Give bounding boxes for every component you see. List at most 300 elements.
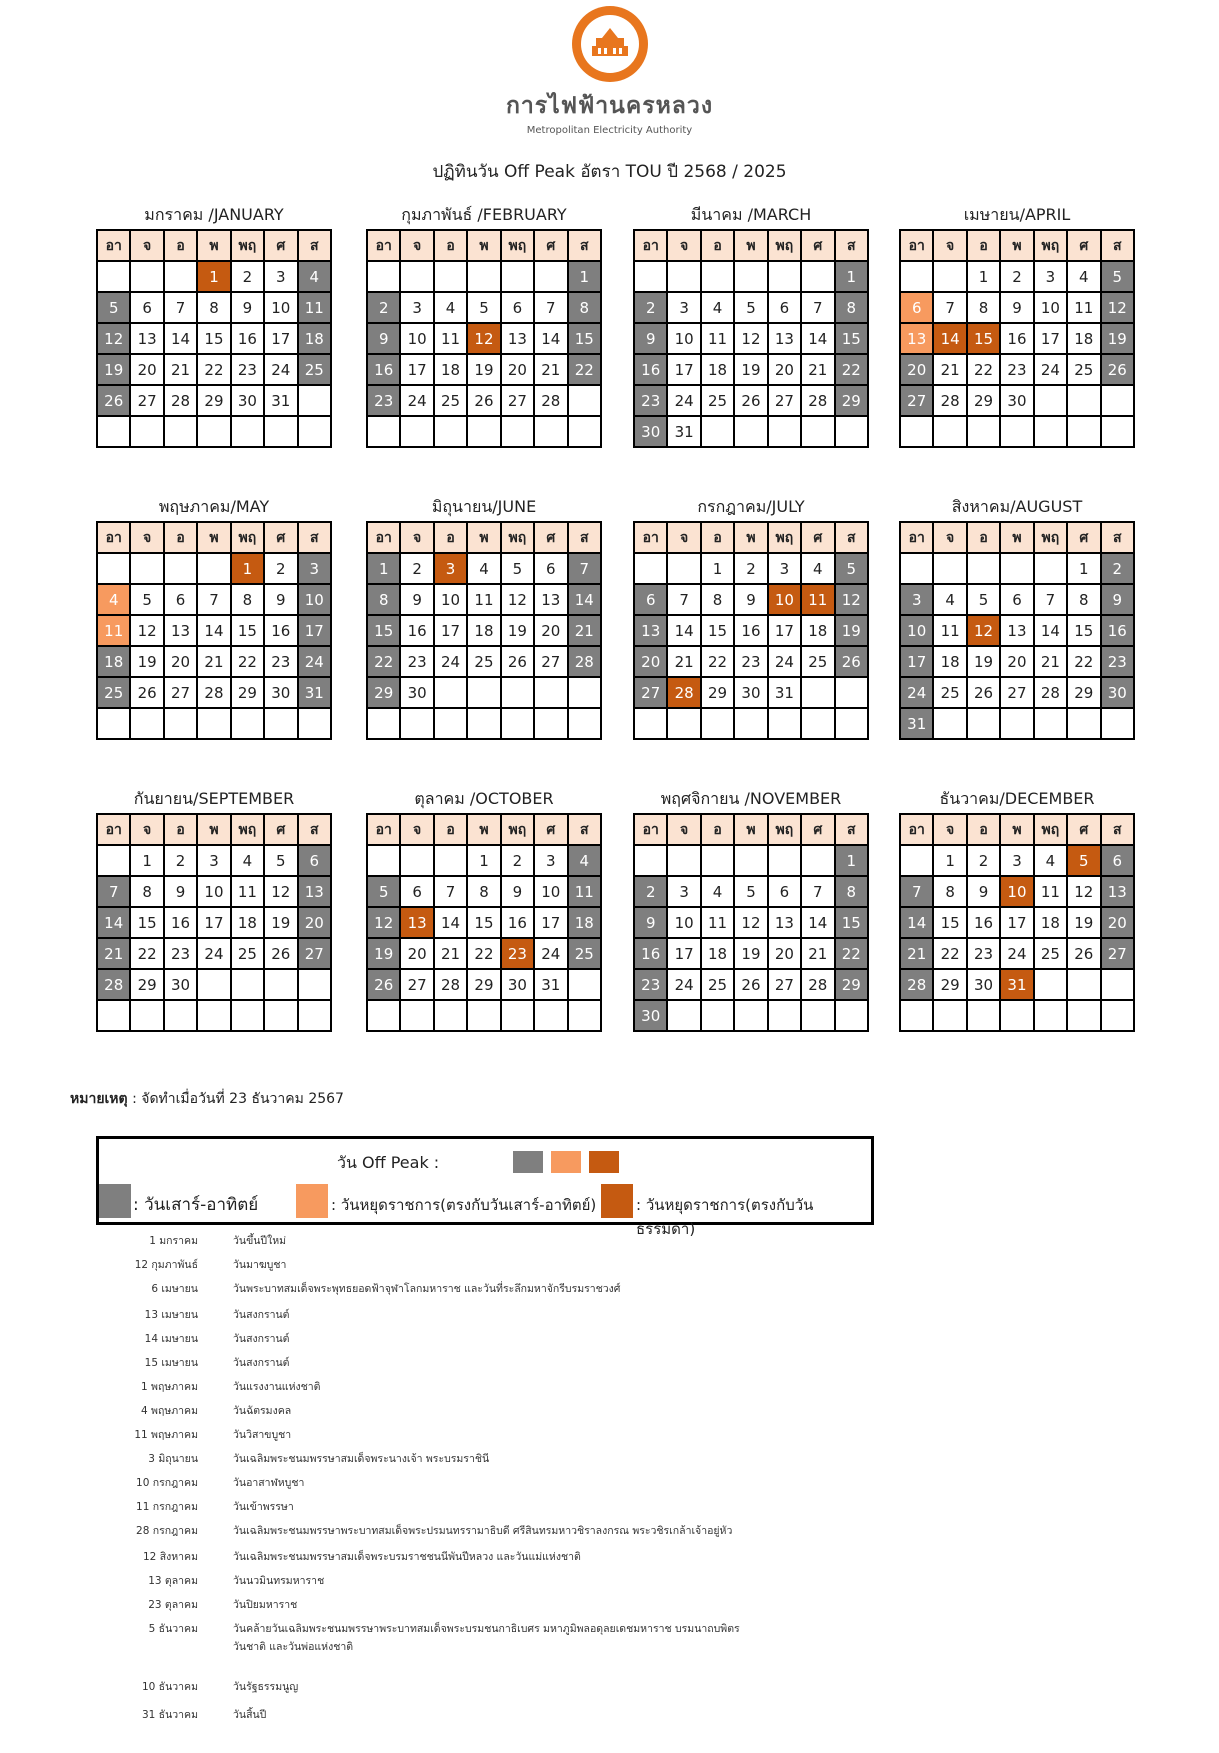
day-cell: 9 <box>1101 584 1134 615</box>
day-cell: 26 <box>1067 938 1100 969</box>
day-cell: 5 <box>467 292 500 323</box>
empty-cell <box>1000 553 1033 584</box>
empty-cell <box>701 1000 734 1031</box>
day-cell: 24 <box>667 385 700 416</box>
day-cell: 31 <box>768 677 801 708</box>
empty-cell <box>768 261 801 292</box>
day-cell: 10 <box>768 584 801 615</box>
empty-cell <box>734 708 767 739</box>
holiday-name: วันอาสาฬหบูชา <box>233 1477 305 1489</box>
weekday-header: พฤ <box>1034 522 1067 553</box>
day-cell: 16 <box>367 354 400 385</box>
day-cell: 2 <box>1101 553 1134 584</box>
weekday-header: อ <box>434 814 467 845</box>
month-title: มิถุนายน/JUNE <box>431 497 537 516</box>
day-cell: 21 <box>534 354 567 385</box>
day-cell: 25 <box>467 646 500 677</box>
day-cell: 22 <box>367 646 400 677</box>
day-cell: 8 <box>933 876 966 907</box>
day-cell: 4 <box>933 584 966 615</box>
day-cell: 31 <box>1000 969 1033 1000</box>
holiday-date: 5 ธันวาคม <box>148 1623 198 1635</box>
day-cell: 6 <box>130 292 163 323</box>
holiday-name: วันเฉลิมพระชนมพรรษาสมเด็จพระบรมราชชนนีพันปีหลวง และวันแม่แห่งชาติ <box>233 1551 581 1563</box>
day-cell: 26 <box>367 969 400 1000</box>
holiday-date: 23 ตุลาคม <box>148 1599 198 1611</box>
month-calendar <box>96 496 332 740</box>
empty-cell <box>701 708 734 739</box>
day-cell: 23 <box>634 969 667 1000</box>
empty-cell <box>467 1000 500 1031</box>
weekday-header: พ <box>734 230 767 261</box>
day-cell: 22 <box>1067 646 1100 677</box>
weekday-header: จ <box>933 522 966 553</box>
weekday-header: ศ <box>264 230 297 261</box>
day-cell: 22 <box>467 938 500 969</box>
empty-cell <box>534 708 567 739</box>
day-cell: 10 <box>1000 876 1033 907</box>
weekday-header: จ <box>130 230 163 261</box>
day-cell: 23 <box>231 354 264 385</box>
weekday-header: จ <box>667 814 700 845</box>
month-calendar <box>899 204 1135 448</box>
day-cell: 12 <box>734 323 767 354</box>
empty-cell <box>801 261 834 292</box>
weekday-header: ส <box>298 814 331 845</box>
empty-cell <box>367 261 400 292</box>
empty-cell <box>734 416 767 447</box>
weekday-header: อ <box>164 230 197 261</box>
day-cell: 12 <box>97 323 130 354</box>
day-cell: 1 <box>835 261 868 292</box>
empty-cell <box>768 416 801 447</box>
month-title: พฤษภาคม/MAY <box>158 497 270 516</box>
day-cell: 4 <box>701 292 734 323</box>
day-cell: 23 <box>164 938 197 969</box>
day-cell: 28 <box>197 677 230 708</box>
empty-cell <box>298 1000 331 1031</box>
day-cell: 31 <box>264 385 297 416</box>
day-cell: 5 <box>97 292 130 323</box>
weekday-header: พฤ <box>501 814 534 845</box>
day-cell: 9 <box>501 876 534 907</box>
note-label: หมายเหตุ <box>70 1091 128 1107</box>
day-cell: 3 <box>264 261 297 292</box>
day-cell: 19 <box>501 615 534 646</box>
day-cell: 25 <box>231 938 264 969</box>
day-cell: 13 <box>768 323 801 354</box>
empty-cell <box>967 708 1000 739</box>
month-calendar <box>96 204 332 448</box>
day-cell: 28 <box>534 385 567 416</box>
empty-cell <box>400 1000 433 1031</box>
day-cell: 26 <box>734 385 767 416</box>
weekday-header: ศ <box>1067 814 1100 845</box>
day-cell: 20 <box>130 354 163 385</box>
empty-cell <box>534 677 567 708</box>
day-cell: 7 <box>900 876 933 907</box>
day-cell: 22 <box>835 354 868 385</box>
holiday-name: วันเฉลิมพระชนมพรรษาพระบาทสมเด็จพระปรมนทรรามาธิบดี ศรีสินทรมหาวชิราลงกรณ พระวชิรเกล้าเจ้าอยู่หัว <box>233 1525 733 1537</box>
day-cell: 15 <box>231 615 264 646</box>
day-cell: 1 <box>197 261 230 292</box>
day-cell: 22 <box>933 938 966 969</box>
day-cell: 29 <box>130 969 163 1000</box>
month-table <box>633 521 869 740</box>
weekday-header: ส <box>1101 522 1134 553</box>
month-title: ตุลาคม /OCTOBER <box>414 789 554 808</box>
day-cell: 15 <box>1067 615 1100 646</box>
day-cell: 26 <box>501 646 534 677</box>
empty-cell <box>900 845 933 876</box>
weekday-header: ส <box>835 814 868 845</box>
day-cell: 23 <box>264 646 297 677</box>
note-text: : จัดทำเมื่อวันที่ 23 ธันวาคม 2567 <box>127 1091 344 1107</box>
day-cell: 12 <box>734 907 767 938</box>
empty-cell <box>734 1000 767 1031</box>
legend-label-holiday-weekend: : วันหยุดราชการ(ตรงกับวันเสาร์-อาทิตย์) <box>331 1196 597 1214</box>
legend-key-holiday-weekday <box>601 1184 633 1218</box>
day-cell: 4 <box>97 584 130 615</box>
day-cell: 27 <box>501 385 534 416</box>
day-cell: 3 <box>434 553 467 584</box>
empty-cell <box>1101 969 1134 1000</box>
building-icon <box>590 28 630 58</box>
day-cell: 4 <box>701 876 734 907</box>
holiday-name: วันพระบาทสมเด็จพระพุทธยอดฟ้าจุฬาโลกมหาราช และวันที่ระลึกมหาจักรีบรมราชวงศ์ <box>233 1283 621 1295</box>
day-cell: 24 <box>264 354 297 385</box>
day-cell: 17 <box>434 615 467 646</box>
day-cell: 28 <box>801 969 834 1000</box>
day-cell: 7 <box>801 876 834 907</box>
weekday-header: ศ <box>534 230 567 261</box>
weekday-header: อา <box>367 230 400 261</box>
empty-cell <box>967 553 1000 584</box>
day-cell: 10 <box>434 584 467 615</box>
weekday-header: อ <box>967 230 1000 261</box>
holiday-name: วันเข้าพรรษา <box>233 1501 294 1513</box>
day-cell: 1 <box>367 553 400 584</box>
day-cell: 26 <box>97 385 130 416</box>
day-cell: 16 <box>1000 323 1033 354</box>
empty-cell <box>467 677 500 708</box>
day-cell: 28 <box>164 385 197 416</box>
day-cell: 16 <box>967 907 1000 938</box>
empty-cell <box>1000 416 1033 447</box>
day-cell: 10 <box>667 907 700 938</box>
weekday-header: ศ <box>264 522 297 553</box>
month-table <box>633 813 869 1032</box>
day-cell: 27 <box>164 677 197 708</box>
day-cell: 16 <box>164 907 197 938</box>
day-cell: 22 <box>197 354 230 385</box>
day-cell: 26 <box>734 969 767 1000</box>
empty-cell <box>501 261 534 292</box>
empty-cell <box>231 708 264 739</box>
empty-cell <box>434 416 467 447</box>
day-cell: 17 <box>900 646 933 677</box>
day-cell: 25 <box>933 677 966 708</box>
empty-cell <box>900 1000 933 1031</box>
empty-cell <box>434 1000 467 1031</box>
weekday-header: พฤ <box>501 230 534 261</box>
empty-cell <box>1101 708 1134 739</box>
day-cell: 10 <box>667 323 700 354</box>
day-cell: 5 <box>734 292 767 323</box>
day-cell: 29 <box>231 677 264 708</box>
empty-cell <box>1067 1000 1100 1031</box>
holiday-date: 12 กุมภาพันธ์ <box>134 1259 198 1271</box>
day-cell: 21 <box>434 938 467 969</box>
empty-cell <box>634 261 667 292</box>
month-title: มีนาคม /MARCH <box>690 205 812 224</box>
day-cell: 17 <box>1034 323 1067 354</box>
weekday-header: อา <box>900 230 933 261</box>
day-cell: 19 <box>367 938 400 969</box>
empty-cell <box>1067 708 1100 739</box>
empty-cell <box>801 845 834 876</box>
day-cell: 29 <box>835 385 868 416</box>
day-cell: 24 <box>768 646 801 677</box>
month-title: กันยายน/SEPTEMBER <box>133 789 295 808</box>
holiday-date: 10 กรกฎาคม <box>136 1477 198 1489</box>
empty-cell <box>568 385 601 416</box>
day-cell: 20 <box>1000 646 1033 677</box>
day-cell: 27 <box>768 969 801 1000</box>
day-cell: 15 <box>197 323 230 354</box>
empty-cell <box>568 969 601 1000</box>
day-cell: 6 <box>1000 584 1033 615</box>
empty-cell <box>197 553 230 584</box>
day-cell: 30 <box>1101 677 1134 708</box>
empty-cell <box>1034 416 1067 447</box>
day-cell: 3 <box>400 292 433 323</box>
day-cell: 23 <box>634 385 667 416</box>
empty-cell <box>231 969 264 1000</box>
legend-box <box>96 1136 874 1238</box>
day-cell: 13 <box>634 615 667 646</box>
month-calendar <box>366 788 602 1032</box>
day-cell: 1 <box>933 845 966 876</box>
day-cell: 28 <box>1034 677 1067 708</box>
day-cell: 16 <box>231 323 264 354</box>
day-cell: 26 <box>967 677 1000 708</box>
day-cell: 4 <box>568 845 601 876</box>
holiday-date: 1 พฤษภาคม <box>141 1381 198 1393</box>
empty-cell <box>1101 1000 1134 1031</box>
empty-cell <box>701 845 734 876</box>
day-cell: 25 <box>97 677 130 708</box>
day-cell: 2 <box>164 845 197 876</box>
empty-cell <box>768 708 801 739</box>
day-cell: 12 <box>967 615 1000 646</box>
empty-cell <box>501 677 534 708</box>
day-cell: 10 <box>900 615 933 646</box>
weekday-header: ศ <box>801 814 834 845</box>
day-cell: 14 <box>434 907 467 938</box>
day-cell: 2 <box>634 292 667 323</box>
empty-cell <box>231 1000 264 1031</box>
day-cell: 16 <box>634 354 667 385</box>
empty-cell <box>130 1000 163 1031</box>
weekday-header: ส <box>568 522 601 553</box>
day-cell: 16 <box>734 615 767 646</box>
weekday-header: พฤ <box>231 230 264 261</box>
day-cell: 3 <box>1034 261 1067 292</box>
day-cell: 7 <box>197 584 230 615</box>
day-cell: 15 <box>933 907 966 938</box>
day-cell: 18 <box>801 615 834 646</box>
day-cell: 19 <box>130 646 163 677</box>
holiday-date: 12 สิงหาคม <box>143 1551 198 1563</box>
month-table <box>633 229 869 448</box>
empty-cell <box>933 708 966 739</box>
day-cell: 13 <box>768 907 801 938</box>
empty-cell <box>434 677 467 708</box>
day-cell: 9 <box>634 323 667 354</box>
day-cell: 24 <box>197 938 230 969</box>
day-cell: 9 <box>734 584 767 615</box>
empty-cell <box>298 708 331 739</box>
empty-cell <box>900 416 933 447</box>
day-cell: 5 <box>501 553 534 584</box>
month-table <box>366 229 602 448</box>
day-cell: 26 <box>130 677 163 708</box>
weekday-header: พ <box>1000 522 1033 553</box>
day-cell: 17 <box>400 354 433 385</box>
day-cell: 15 <box>835 323 868 354</box>
day-cell: 6 <box>634 584 667 615</box>
day-cell: 5 <box>835 553 868 584</box>
day-cell: 1 <box>701 553 734 584</box>
day-cell: 15 <box>967 323 1000 354</box>
empty-cell <box>1034 708 1067 739</box>
holiday-date: 28 กรกฎาคม <box>136 1525 198 1537</box>
day-cell: 6 <box>164 584 197 615</box>
day-cell: 16 <box>501 907 534 938</box>
day-cell: 17 <box>667 354 700 385</box>
empty-cell <box>667 708 700 739</box>
weekday-header: อา <box>97 814 130 845</box>
empty-cell <box>97 553 130 584</box>
weekday-header: อา <box>634 522 667 553</box>
weekday-header: ส <box>568 814 601 845</box>
note <box>70 1088 344 1110</box>
weekday-header: อา <box>634 230 667 261</box>
day-cell: 27 <box>1101 938 1134 969</box>
day-cell: 19 <box>264 907 297 938</box>
day-cell: 6 <box>534 553 567 584</box>
empty-cell <box>835 708 868 739</box>
day-cell: 9 <box>1000 292 1033 323</box>
day-cell: 13 <box>400 907 433 938</box>
day-cell: 23 <box>400 646 433 677</box>
holiday-date: 13 เมษายน <box>144 1309 198 1321</box>
day-cell: 13 <box>164 615 197 646</box>
weekday-header: พฤ <box>501 522 534 553</box>
empty-cell <box>97 1000 130 1031</box>
day-cell: 16 <box>1101 615 1134 646</box>
day-cell: 10 <box>264 292 297 323</box>
day-cell: 21 <box>197 646 230 677</box>
day-cell: 11 <box>801 584 834 615</box>
empty-cell <box>900 261 933 292</box>
weekday-header: อา <box>900 522 933 553</box>
day-cell: 20 <box>768 354 801 385</box>
page-title: ปฏิทินวัน Off Peak อัตรา TOU ปี 2568 / 2025 <box>432 162 787 182</box>
empty-cell <box>501 416 534 447</box>
empty-cell <box>1067 416 1100 447</box>
legend-swatch-holiday-weekday <box>589 1151 619 1173</box>
day-cell: 22 <box>231 646 264 677</box>
day-cell: 28 <box>434 969 467 1000</box>
legend-label-holiday-weekday: : วันหยุดราชการ(ตรงกับวันธรรมดา) <box>636 1196 814 1238</box>
day-cell: 27 <box>534 646 567 677</box>
day-cell: 18 <box>231 907 264 938</box>
empty-cell <box>264 416 297 447</box>
day-cell: 10 <box>298 584 331 615</box>
holiday-name: วันสงกรานต์ <box>233 1357 290 1369</box>
weekday-header: พฤ <box>768 522 801 553</box>
day-cell: 15 <box>467 907 500 938</box>
empty-cell <box>97 708 130 739</box>
day-cell: 23 <box>1101 646 1134 677</box>
empty-cell <box>130 553 163 584</box>
day-cell: 8 <box>197 292 230 323</box>
day-cell: 4 <box>467 553 500 584</box>
empty-cell <box>967 1000 1000 1031</box>
day-cell: 21 <box>1034 646 1067 677</box>
holiday-date: 6 เมษายน <box>151 1283 198 1295</box>
day-cell: 4 <box>801 553 834 584</box>
day-cell: 1 <box>568 261 601 292</box>
month-table <box>899 229 1135 448</box>
day-cell: 24 <box>298 646 331 677</box>
day-cell: 30 <box>264 677 297 708</box>
day-cell: 15 <box>701 615 734 646</box>
weekday-header: ศ <box>801 522 834 553</box>
header <box>0 6 1219 136</box>
day-cell: 20 <box>164 646 197 677</box>
day-cell: 2 <box>501 845 534 876</box>
weekday-header: พ <box>1000 814 1033 845</box>
day-cell: 12 <box>264 876 297 907</box>
weekday-header: ส <box>298 522 331 553</box>
day-cell: 19 <box>467 354 500 385</box>
day-cell: 28 <box>933 385 966 416</box>
day-cell: 8 <box>467 876 500 907</box>
empty-cell <box>367 1000 400 1031</box>
weekday-header: ศ <box>534 522 567 553</box>
day-cell: 26 <box>467 385 500 416</box>
day-cell: 12 <box>501 584 534 615</box>
day-cell: 7 <box>97 876 130 907</box>
day-cell: 3 <box>298 553 331 584</box>
day-cell: 12 <box>1101 292 1134 323</box>
day-cell: 29 <box>933 969 966 1000</box>
weekday-header: ส <box>1101 230 1134 261</box>
day-cell: 3 <box>667 876 700 907</box>
empty-cell <box>1000 708 1033 739</box>
empty-cell <box>835 416 868 447</box>
day-cell: 22 <box>835 938 868 969</box>
day-cell: 12 <box>130 615 163 646</box>
day-cell: 2 <box>367 292 400 323</box>
holiday-name: วันขึ้นปีใหม่ <box>233 1235 287 1247</box>
day-cell: 9 <box>967 876 1000 907</box>
weekday-header: อ <box>164 522 197 553</box>
day-cell: 13 <box>501 323 534 354</box>
